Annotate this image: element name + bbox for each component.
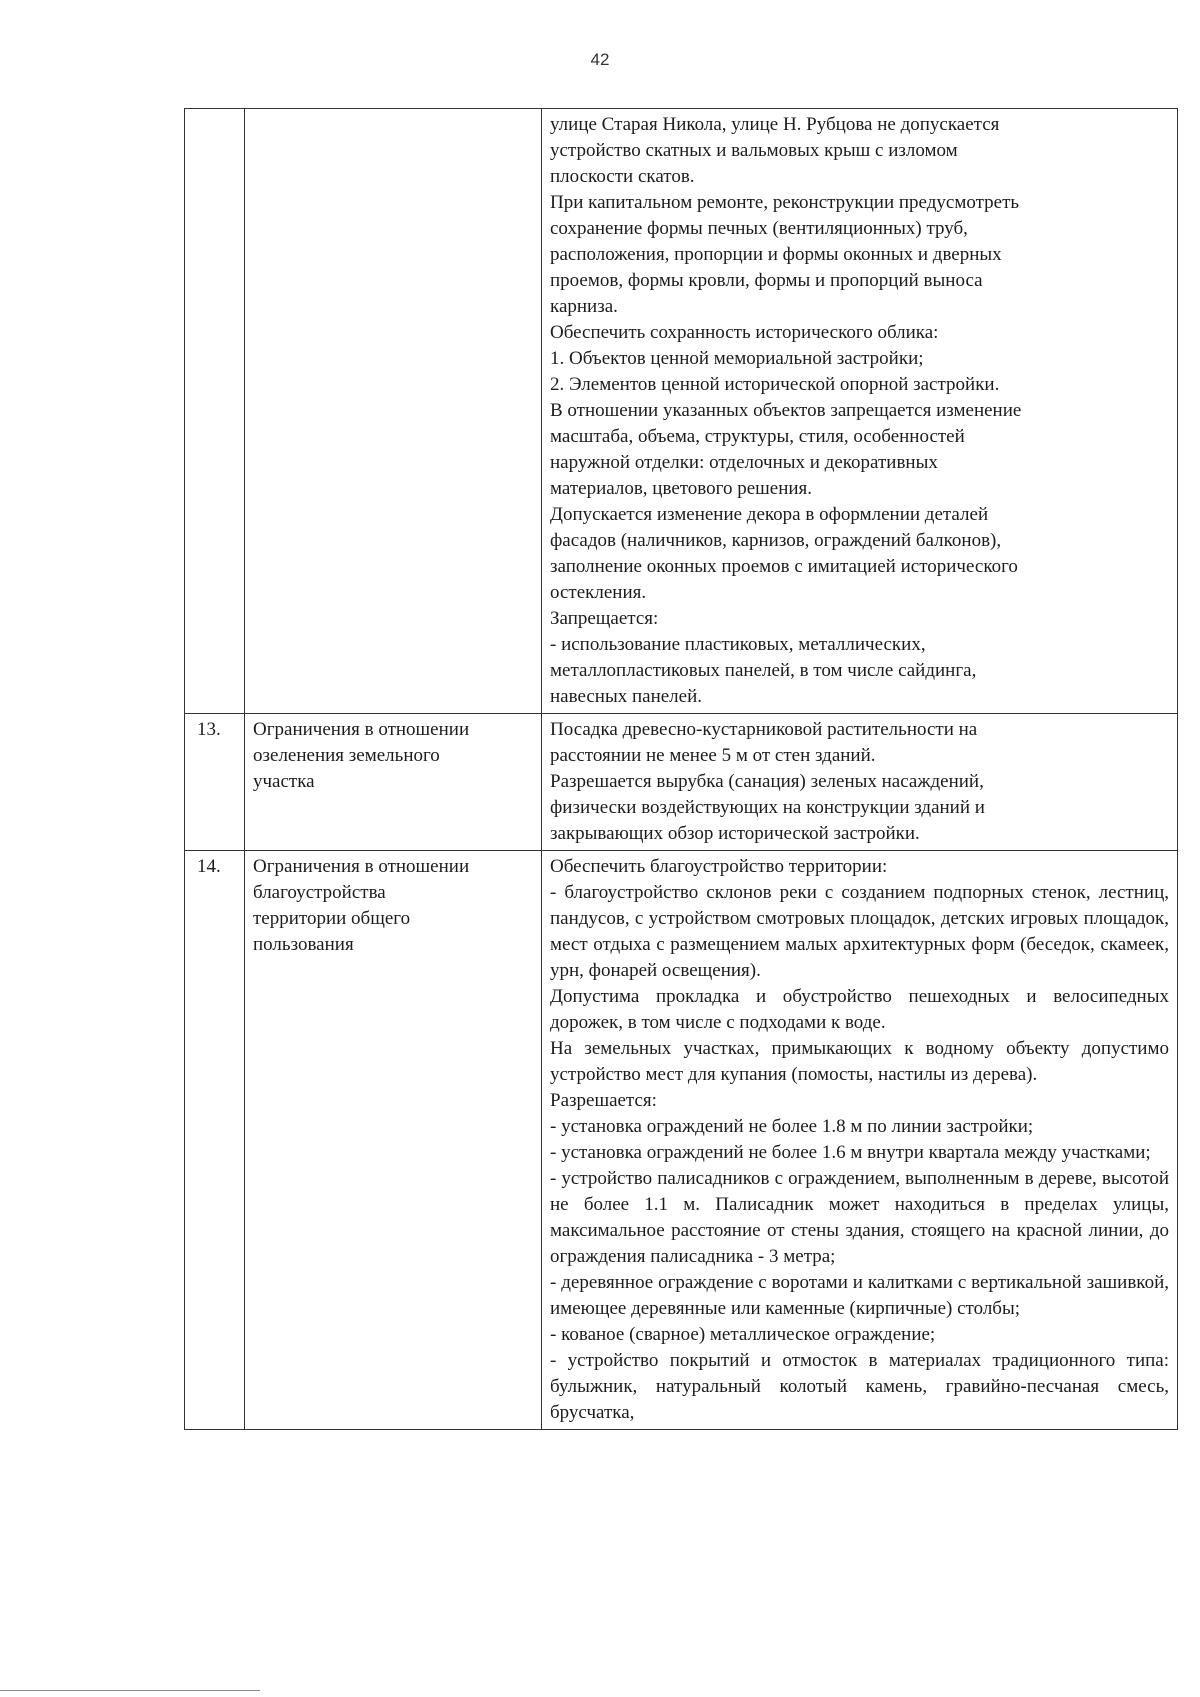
text-line: закрывающих обзор исторической застройки. (550, 823, 920, 844)
text-line: - использование пластиковых, металлических, (550, 634, 926, 655)
page-number: 42 (590, 50, 610, 69)
text-line: сохранение формы печных (вентиляционных) труб, (550, 218, 968, 239)
text-line: расстоянии не менее 5 м от стен зданий. (550, 745, 876, 766)
text-paragraph: - установка ограждений не более 1.8 м по линии застройки; (550, 1116, 1034, 1137)
table-row (185, 109, 1178, 714)
text-line: масштаба, объема, структуры, стиля, особенностей (550, 426, 965, 447)
text-line: благоустройства (253, 882, 386, 903)
text-line: устройство скатных и вальмовых крыш с изломом (550, 140, 958, 161)
text-line: озеленения земельного (253, 745, 440, 766)
text-line: Запрещается: (550, 608, 659, 629)
table-row (185, 714, 1178, 851)
footnote-separator (0, 1690, 260, 1691)
text-paragraph: Допустима прокладка и обустройство пешеходных и велосипедных дорожек, в том числе с подходами к воде. (550, 986, 1169, 1033)
text-line: Ограничения в отношении (253, 719, 470, 740)
text-line: участка (253, 771, 315, 792)
text-line: 2. Элементов ценной исторической опорной застройки. (550, 374, 1000, 395)
text-line: пользования (253, 934, 354, 955)
text-paragraph: На земельных участках, примыкающих к водному объекту допустимо устройство мест для купания (помосты, настилы из дерева). (550, 1038, 1169, 1085)
text-line: остекления. (550, 582, 647, 603)
row-name (245, 851, 542, 1430)
text-line: При капитальном ремонте, реконструкции предусмотреть (550, 192, 1020, 213)
text-line: Обеспечить сохранность исторического облика: (550, 322, 939, 343)
text-line: заполнение оконных проемов с имитацией исторического (550, 556, 1018, 577)
text-line: расположения, пропорции и формы оконных и дверных (550, 244, 1002, 265)
text-line: 1. Объектов ценной мемориальной застройки; (550, 348, 924, 369)
text-paragraph: - устройство палисадников с ограждением, выполненным в дереве, высотой не более 1.1 м. Палисадник может находиться в пределах улицы, максимальное расстояние от стены здания, стоящего на красной линии, до ограждения палисадника - 3 метра; (550, 1168, 1169, 1267)
row-text (542, 851, 1178, 1430)
text-line: территории общего (253, 908, 411, 929)
text-paragraph: - благоустройство склонов реки с созданием подпорных стенок, лестниц, пандусов, с устройством смотровых площадок, детских игровых площадок, мест отдыха с размещением малых архитектурных форм (беседок, скамеек, урн, фонарей освещения). (550, 882, 1169, 981)
row-number (185, 109, 245, 714)
text-paragraph: - установка ограждений не более 1.6 м внутри квартала между участками; (550, 1142, 1151, 1163)
text-line: Ограничения в отношении (253, 856, 470, 877)
text-line: металлопластиковых панелей, в том числе сайдинга, (550, 660, 977, 681)
text-line: Разрешается вырубка (санация) зеленых насаждений, (550, 771, 984, 792)
text-line: навесных панелей. (550, 686, 703, 707)
text-paragraph: - устройство покрытий и отмосток в материалах традиционного типа: булыжник, натуральный колотый камень, гравийно-песчаная смесь, брусчатка, (550, 1350, 1169, 1423)
table-row (185, 851, 1178, 1430)
text-line: проемов, формы кровли, формы и пропорций выноса (550, 270, 983, 291)
row-number: 13. (185, 714, 245, 851)
text-line: плоскости скатов. (550, 166, 695, 187)
text-paragraph: - деревянное ограждение с воротами и калитками с вертикальной зашивкой, имеющее деревянные или каменные (кирпичные) столбы; (550, 1272, 1169, 1319)
row-number: 14. (185, 851, 245, 1430)
row-text (542, 714, 1178, 851)
text-line: улице Старая Никола, улице Н. Рубцова не допускается (550, 114, 1000, 135)
text-line: материалов, цветового решения. (550, 478, 813, 499)
text-line: физически воздействующих на конструкции зданий и (550, 797, 985, 818)
row-name (245, 109, 542, 714)
text-line: фасадов (наличников, карнизов, ограждений балконов), (550, 530, 1002, 551)
text-line: карниза. (550, 296, 618, 317)
text-line: Посадка древесно-кустарниковой растительности на (550, 719, 978, 740)
regulations-table (184, 108, 1178, 1430)
text-paragraph: Обеспечить благоустройство территории: (550, 856, 888, 877)
text-paragraph: Разрешается: (550, 1090, 657, 1111)
row-name (245, 714, 542, 851)
text-line: Допускается изменение декора в оформлении деталей (550, 504, 989, 525)
text-line: наружной отделки: отделочных и декоративных (550, 452, 938, 473)
text-paragraph: - кованое (сварное) металлическое ограждение; (550, 1324, 936, 1345)
text-line: В отношении указанных объектов запрещается изменение (550, 400, 1022, 421)
row-text (542, 109, 1178, 714)
